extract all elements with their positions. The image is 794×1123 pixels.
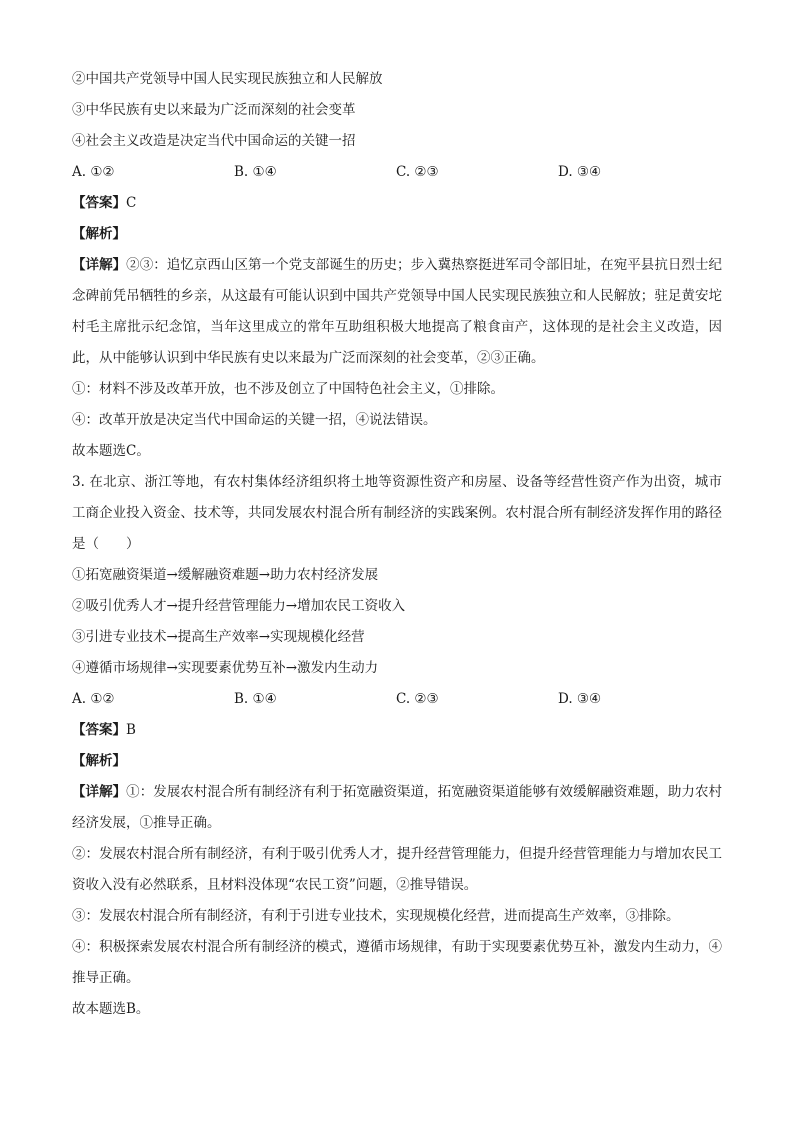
q3-option-b: B. ①④ [234,691,277,707]
q2-item-3: ③中华民族有史以来最为广泛而深刻的社会变革 [72,102,356,118]
q3-note-2: ②：发展农村混合所有制经济，有利于吸引优秀人才，提升经营管理能力，但提升经营管理能力与增加农民工资收入没有必然联系，且材料没体现“农民工资”问题，②推导错误。 [72,846,722,893]
q2-option-c: C. ②③ [396,164,439,180]
q3-note-4: ④：积极探索发展农村混合所有制经济的模式，遵循市场规律，有助于实现要素优势互补，激发内生动力，④推导正确。 [72,939,722,986]
q2-option-d: D. ③④ [558,164,602,180]
q3-detail-tag: 【详解】 [72,784,127,800]
q3-analysis-label: 【解析】 [72,753,126,769]
q3-item-3: ③引进专业技术→提高生产效率→实现规模化经营 [72,629,365,645]
q3-stem: 3. 在北京、浙江等地，有农村集体经济组织将土地等资源性资产和房屋、设备等经营性资产作为出资，城市工商企业投入资金、技术等，共同发展农村混合所有制经济的实践案例。农村混合所有制经济发挥作用的路径是（ ） [72,474,722,552]
q3-option-c: C. ②③ [396,691,439,707]
q2-detail-tag: 【详解】 [72,257,127,273]
q3-conclusion: 故本题选B。 [72,1001,150,1017]
q3-answer [72,715,722,746]
q3-item-2: ②吸引优秀人才→提升经营管理能力→增加农民工资收入 [72,598,406,614]
q2-option-b: B. ①④ [234,164,277,180]
q3-item-1: ①拓宽融资渠道→缓解融资难题→助力农村经济发展 [72,567,379,583]
q2-option-a: A. ①② [72,164,115,180]
q3-item-4: ④遵循市场规律→实现要素优势互补→激发内生动力 [72,660,379,676]
q2-note-4: ④：改革开放是决定当代中国命运的关键一招，④说法错误。 [72,412,437,428]
q2-analysis-label: 【解析】 [72,226,126,242]
q2-item-4: ④社会主义改造是决定当代中国命运的关键一招 [72,133,356,149]
q3-option-a: A. ①② [72,691,115,707]
q3-note-3: ③：发展农村混合所有制经济，有利于引进专业技术，实现规模化经营，进而提高生产效率，③排除。 [72,908,680,924]
q2-item-2: ②中国共产党领导中国人民实现民族独立和人民解放 [72,71,383,87]
q2-options [72,157,722,188]
q3-option-d: D. ③④ [558,691,602,707]
q2-answer-tag: 【答案】 [72,195,126,211]
q2-answer [72,188,722,219]
q2-detail-text: ②③：追忆京西山区第一个党支部诞生的历史；步入冀热察挺进军司令部旧址，在宛平县抗日烈士纪念碑前凭吊牺牲的乡亲，从这最有可能认识到中国共产党领导中国人民实现民族独立和人民解放；驻足黄安坨村毛主席批示纪念馆，当年这里成立的常年互助组积极大地提高了粮食亩产，这体现的是社会主义改造，因此，从中能够认识到中华民族有史以来最为广泛而深刻的社会变革，②③正确。 [72,257,723,366]
q3-options [72,684,722,715]
q3-detail [72,777,722,839]
q2-detail [72,250,722,374]
q3-answer-value: B [126,722,136,738]
q3-detail-text: ①：发展农村混合所有制经济有利于拓宽融资渠道，拓宽融资渠道能够有效缓解融资难题，助力农村经济发展，①推导正确。 [72,784,723,831]
document-content [72,64,722,1025]
q2-note-1: ①：材料不涉及改革开放，也不涉及创立了中国特色社会主义，①排除。 [72,381,504,397]
q3-answer-tag: 【答案】 [72,722,126,738]
q2-answer-value: C [126,195,137,211]
q2-conclusion: 故本题选C。 [72,443,150,459]
